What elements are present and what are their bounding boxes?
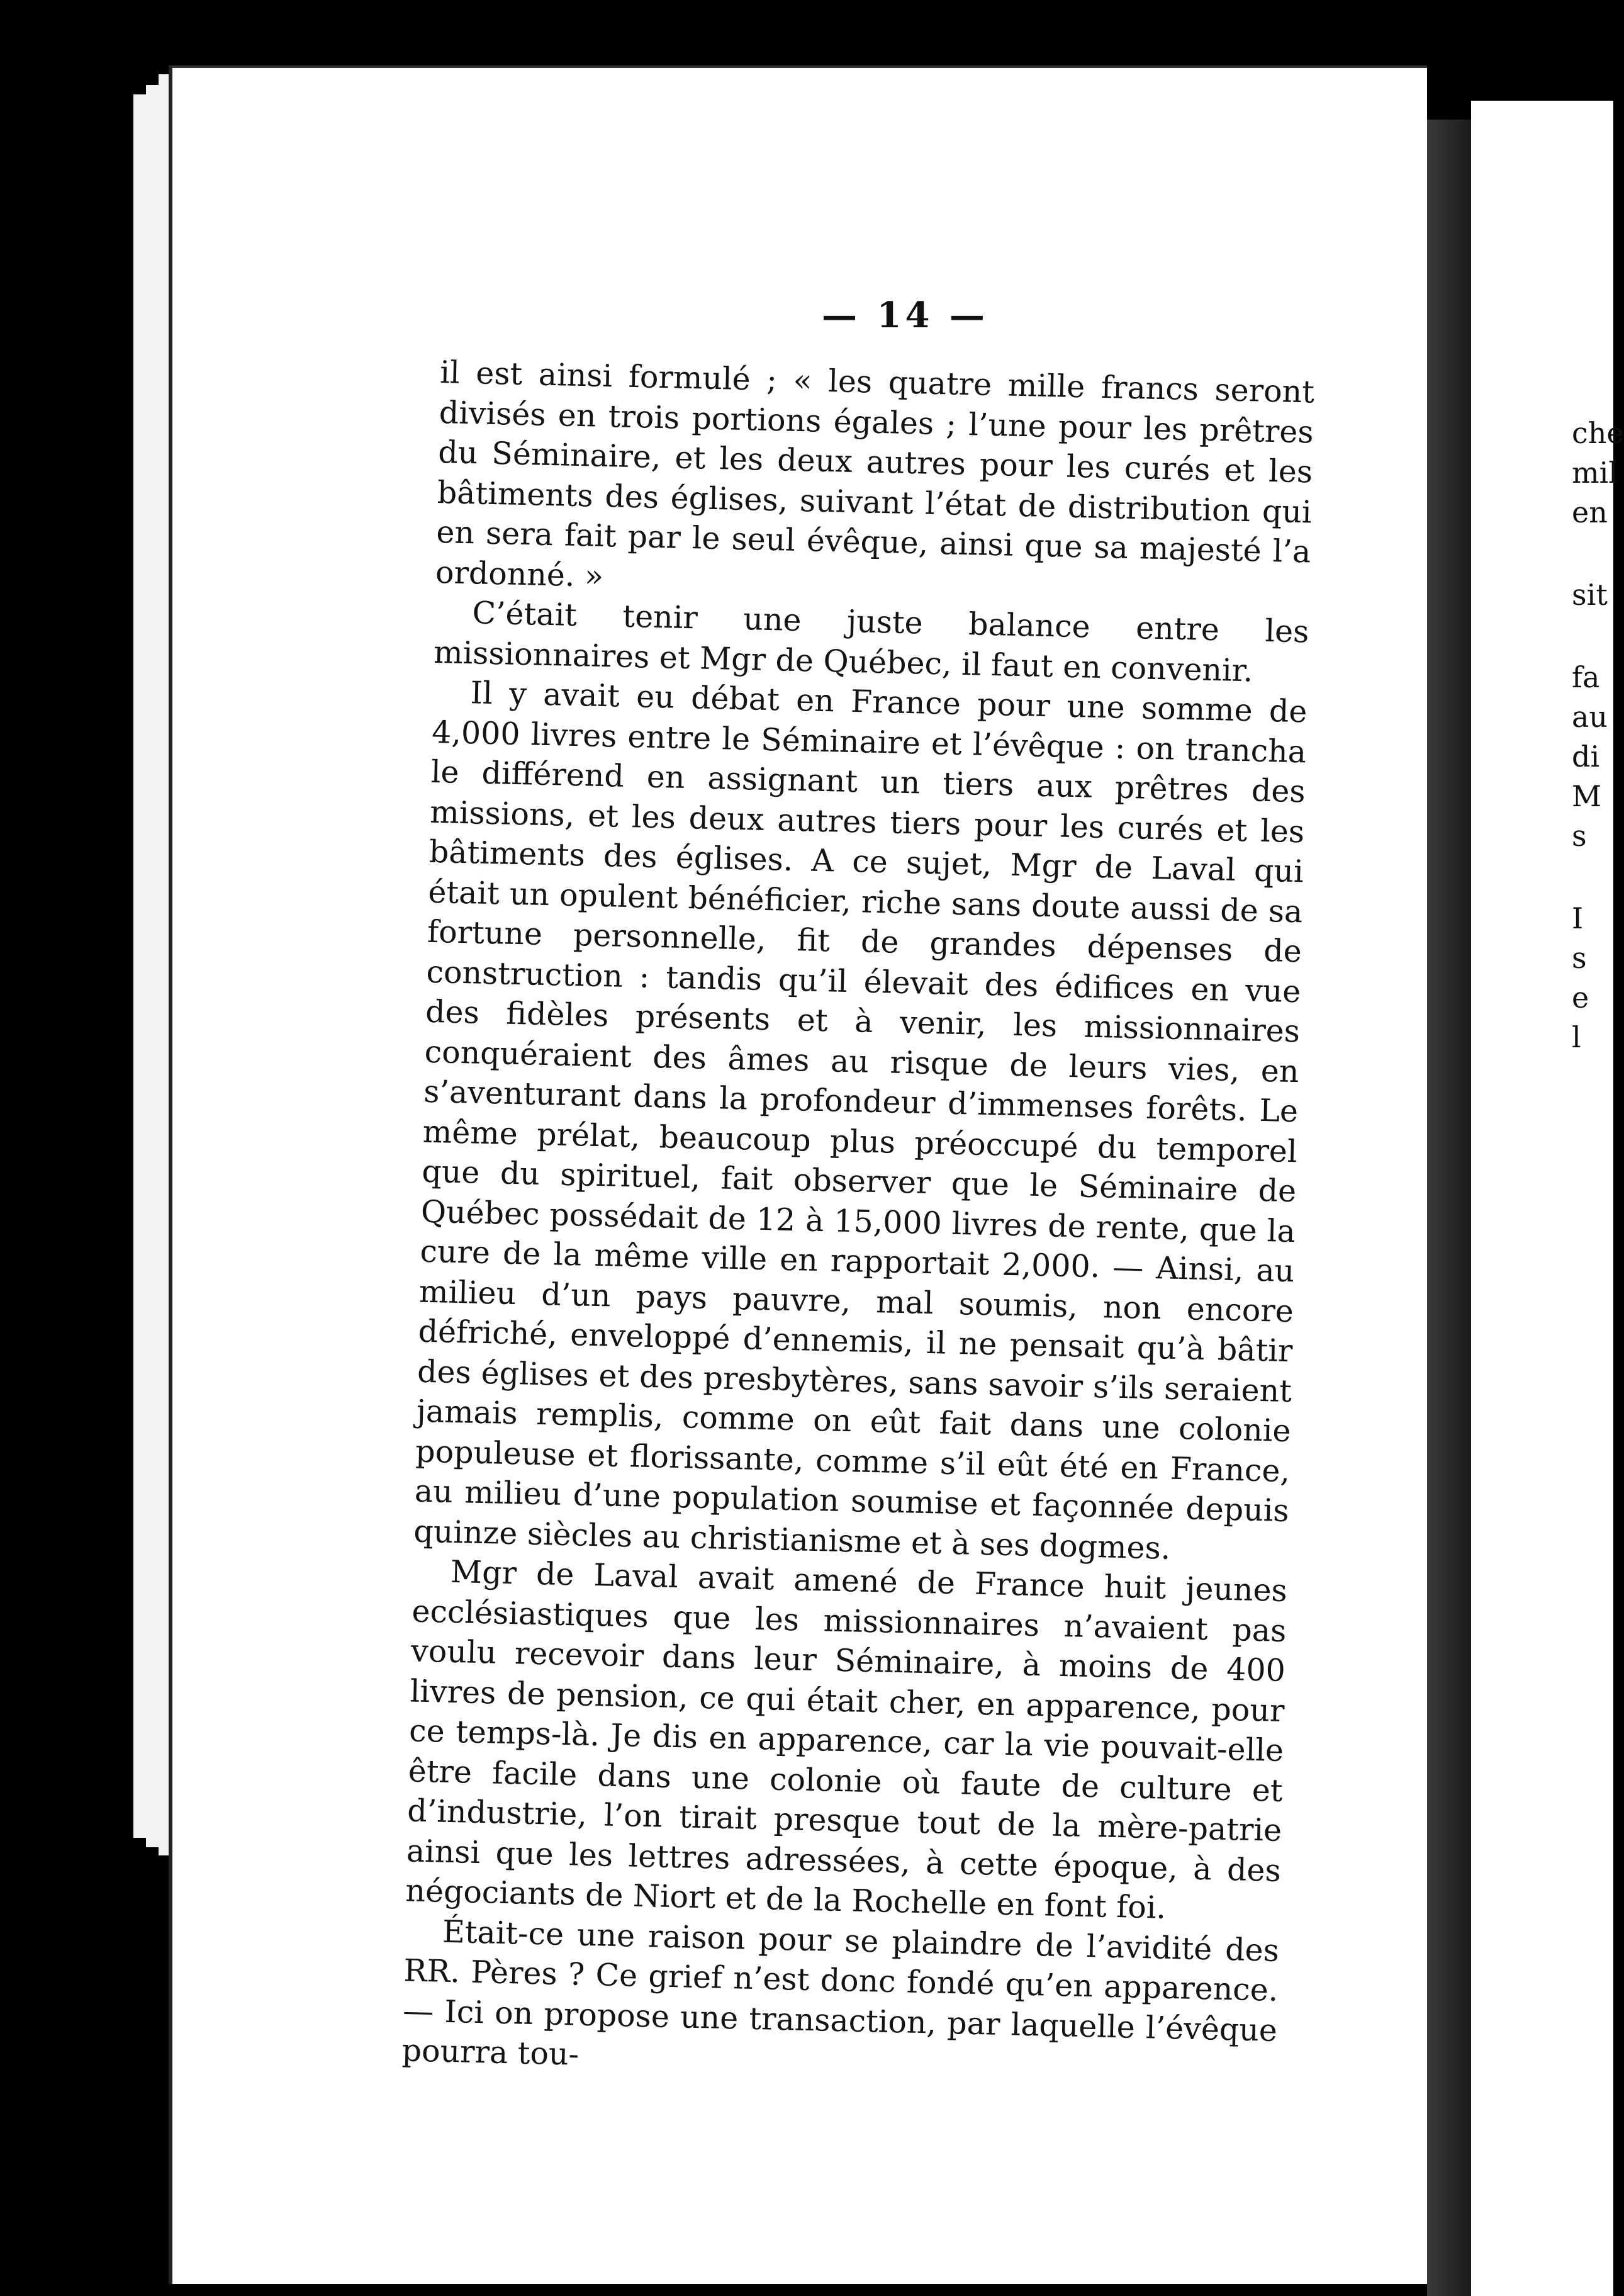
facing-page-fragment: s [1572,941,1587,975]
facing-page-fragment: I [1572,901,1584,935]
paragraph: Mgr de Laval avait amené de France huit jeunes ecclésiastiques que les missionnaires n’avaient pas voulu recevoir dans leur Séminaire, à moins de 400 livres de pension, ce qui était cher, en apparence, pour ce temps-là. Je dis en apparence, car la vie pouvait-elle être facile dans une colonie où faute de culture et d’industrie, l’on tirait presque tout de la mère-patrie ainsi que les lettres adressées, à cette époque, à des négociants de Niort et de la Rochelle en font foi. [405,1553,1288,1926]
facing-page-fragment: di [1572,740,1600,774]
facing-page-fragment: sit [1572,578,1608,612]
paragraph: il est ainsi formulé ; « les quatre mille francs seront divisés en trois portions égales ; l’une pour les prêtres du Séminaire, et les deux autres pour les curés et les bâtiments des églises, suivant l’état de distribution qui en sera fait par le seul évêque, ainsi que sa majesté l’a ordonné. » [435,354,1315,594]
paragraph: Il y avait eu débat en France pour une somme de 4,000 livres entre le Séminaire et l’évêque : on trancha le différend en assignant un tiers aux prêtres des missions, et les deux autres tiers pour les curés et les bâtiments des églises. A ce sujet, Mgr de Laval qui était un opulent bénéficier, riche sans doute aussi de sa fortune personnelle, fit de grandes dépenses de construction : tandis qu’il élevait des édifices en vue des fidèles présents et à venir, les missionnaires conquéraient des âmes au risque de leurs vies, en s’aventurant dans la profondeur d’immenses forêts. Le même prélat, beaucoup plus préoccupé du temporel que du spirituel, fait observer que le Séminaire de Québec possédait de 12 à 15,000 livres de rente, que la cure de la même ville en rapportait 2,000. — Ainsi, au milieu d’un pays pauvre, mal soumis, non encore défriché, enveloppé d’ennemis, il ne pensait qu’à bâtir des églises et des presbytères, sans savoir s’ils seraient jamais remplis, comme on eût fait dans une colonie populeuse et florissante, comme s’il eût été en France, au milieu d’une population soumise et façonnée depuis quinze siècles au christianisme et à ses dogmes. [413,675,1308,1567]
facing-page-fragment: fa [1572,660,1600,694]
paragraph: C’était tenir une juste balance entre les missionnaires et Mgr de Québec, il faut en convenir. [433,595,1309,689]
facing-page [1471,101,1624,2296]
body-text [401,352,1315,2090]
facing-page-fragment: en [1572,495,1608,529]
facing-page-fragment: e [1572,981,1589,1015]
facing-page-fragment: s [1572,819,1587,853]
book-gutter [1427,120,1471,2296]
facing-page-fragment: au [1572,700,1608,734]
facing-page-fragment: M [1572,779,1602,813]
paragraph: Était-ce une raison pour se plaindre de l’avidité des RR. Pères ? Ce grief n’est donc fondé qu’en apparence. — Ici on propose une transaction, par laquelle l’évêque pourra tou- [401,1913,1280,2073]
page-number: — 14 — [822,295,988,336]
facing-page-fragment: l [1572,1020,1581,1054]
facing-page-fragment: che [1572,416,1624,450]
facing-page-fragment: mil [1572,456,1618,490]
